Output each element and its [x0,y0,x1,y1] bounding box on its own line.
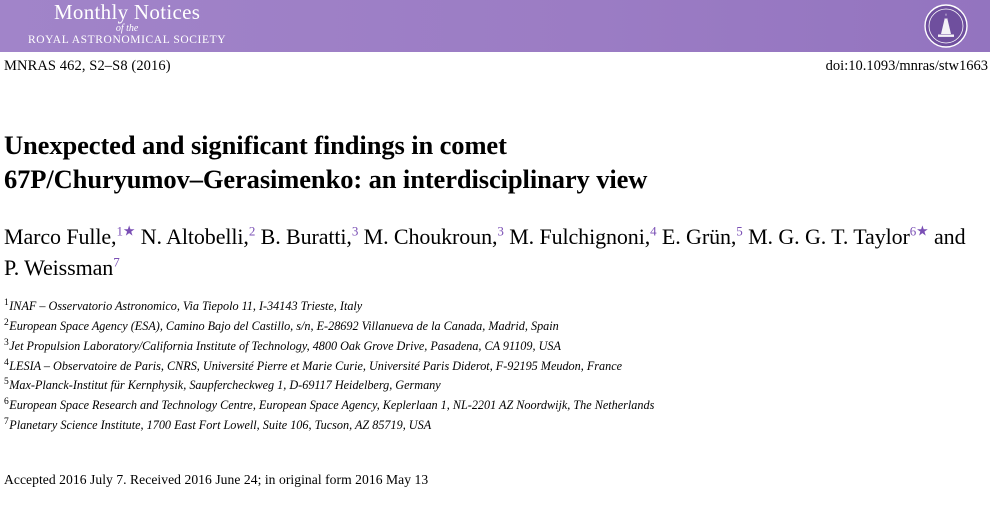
author-name[interactable]: E. Grün, [661,223,737,249]
author-name[interactable]: Marco Fulle, [4,223,117,249]
affiliation-number: 4 [4,357,9,368]
affiliation-item [4,416,982,436]
author-affiliation-marker: 2 [248,223,256,239]
author-name[interactable]: N. Altobelli, [140,223,249,249]
article-title [4,128,982,197]
article-front-matter [0,128,990,488]
affiliation-text: Planetary Science Institute, 1700 East Fort Lowell, Suite 106, Tucson, AZ 85719, USA [9,417,432,432]
author-affiliation-marker: 4 [650,223,657,239]
corresponding-author-star-icon: ★ [916,224,929,240]
affiliation-number: 7 [4,416,9,427]
affiliation-number: 5 [4,377,9,388]
journal-logo [28,2,226,47]
affiliation-text: LESIA – Observatoire de Paris, CNRS, Université Pierre et Marie Curie, Université Paris Diderot, F-92195 Meudon, France [9,358,623,373]
article-title-line-2: 67P/Churyumov–Gerasimenko: an interdisciplinary view [4,164,648,195]
author-affiliation-marker: 7 [113,254,120,270]
ras-seal-icon [924,4,968,48]
corresponding-author-star-icon: ★ [122,224,136,240]
affiliation-item [4,297,982,317]
journal-title: Monthly Notices [53,0,201,24]
affiliation-text: European Space Research and Technology Centre, European Space Agency, Keplerlaan 1, NL-2201 AZ Noordwijk, The Netherlands [9,398,655,413]
author-affiliation-marker: 1 [116,223,123,239]
affiliation-number: 1 [4,298,9,309]
author-name[interactable]: M. Fulchignoni, [509,223,651,249]
affiliation-number: 6 [4,397,9,408]
author-name[interactable]: B. Buratti, [260,223,352,249]
affiliation-number: 3 [4,337,9,348]
author-affiliation-marker: 6 [909,223,917,239]
article-title-line-1: Unexpected and significant findings in comet [4,130,507,160]
journal-title-of: of the [115,23,139,34]
page-header-line [0,58,990,82]
author-list [4,221,982,283]
affiliation-list [4,297,982,435]
affiliation-text: Max-Planck-Institut für Kernphysik, Saupfercheckweg 1, D-69117 Heidelberg, Germany [9,378,441,393]
affiliation-item [4,337,982,357]
affiliation-text: European Space Agency (ESA), Camino Bajo del Castillo, s/n, E-28692 Villanueva de la Canada, Madrid, Spain [9,319,559,334]
affiliation-item [4,357,982,377]
affiliation-item [4,317,982,337]
affiliation-text: Jet Propulsion Laboratory/California Institute of Technology, 4800 Oak Grove Drive, Pasadena, CA 91109, USA [9,338,561,353]
journal-society-name: ROYAL ASTRONOMICAL SOCIETY [28,34,227,46]
affiliation-number: 2 [4,318,9,329]
journal-masthead-banner [0,0,990,52]
article-history: Accepted 2016 July 7. Received 2016 June 24; in original form 2016 May 13 [4,471,429,487]
journal-citation: MNRAS 462, S2–S8 (2016) [4,58,171,74]
author-affiliation-marker: 3 [351,223,359,239]
author-affiliation-marker: 3 [497,223,504,239]
affiliation-text: INAF – Osservatorio Astronomico, Via Tiepolo 11, I-34143 Trieste, Italy [9,299,363,314]
author-name[interactable]: and P. Weissman [4,223,966,281]
affiliation-item [4,396,982,416]
doi-text[interactable]: doi:10.1093/mnras/stw1663 [825,58,988,74]
author-name[interactable]: M. Choukroun, [363,223,498,249]
author-affiliation-marker: 5 [736,223,743,239]
author-name[interactable]: M. G. G. T. Taylor [748,223,910,249]
affiliation-item [4,376,982,396]
